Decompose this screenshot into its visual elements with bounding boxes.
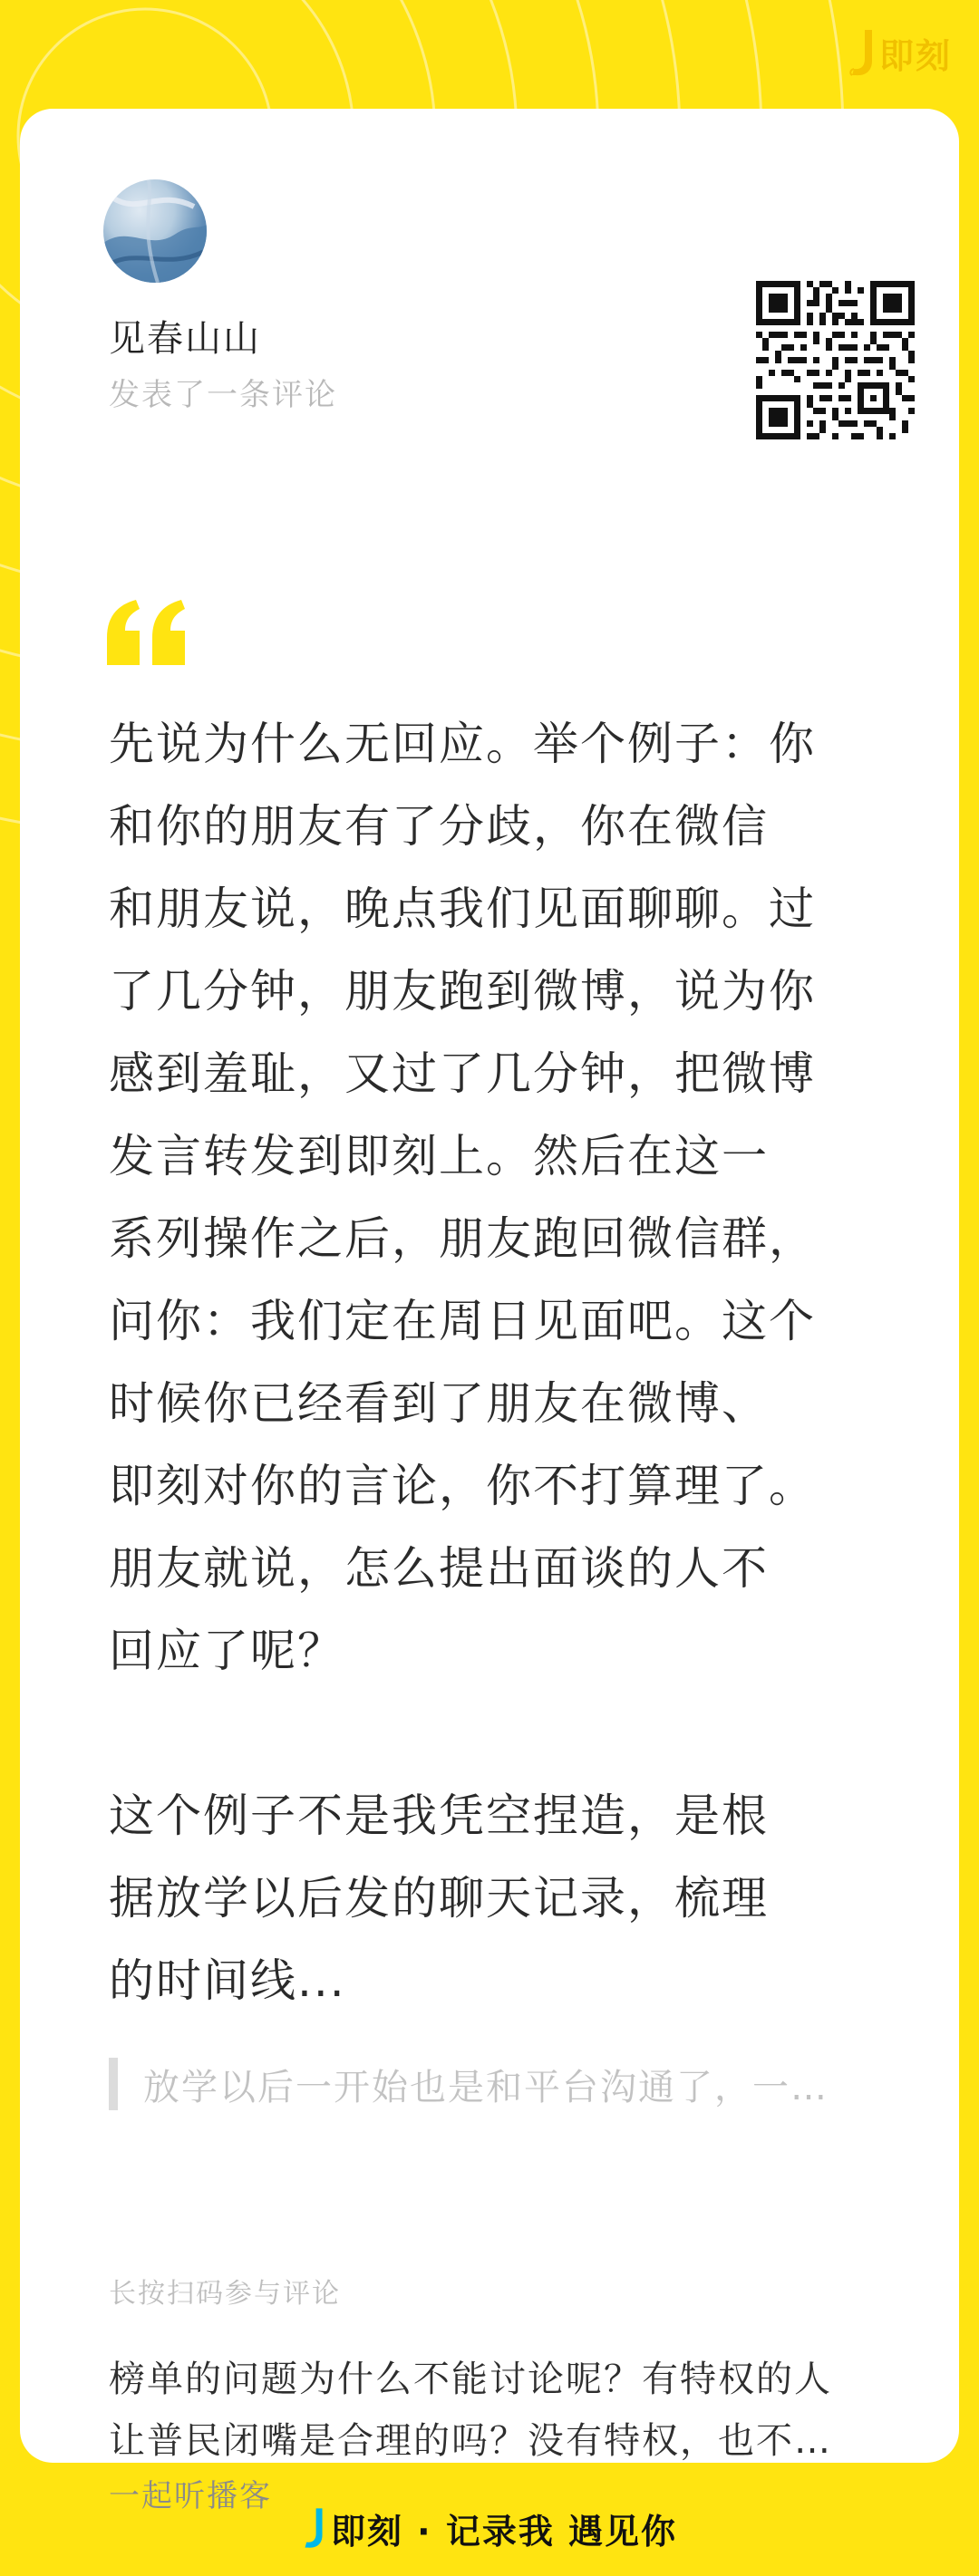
footer: [0, 2483, 979, 2573]
comment-line: 的时间线...: [109, 1954, 346, 2007]
comment-card: [20, 109, 959, 2514]
avatar-image: [103, 179, 207, 283]
comment-body: [109, 703, 906, 2022]
quote-mark-icon: [103, 598, 190, 667]
comment-line: 回应了呢？: [109, 1625, 344, 1677]
comment-line: 时候你已经看到了朋友在微博、: [109, 1377, 769, 1430]
jike-j-icon: [302, 2505, 325, 2551]
comment-line: 问你：我们定在周日见面吧。这个: [109, 1295, 816, 1347]
brand-name: 即刻: [878, 35, 952, 76]
topic-title[interactable]: [109, 2349, 906, 2472]
comment-line: 先说为什么无回应。举个例子：你: [109, 718, 816, 770]
reply-quote[interactable]: [109, 2057, 906, 2111]
footer-slogan: 即刻 · 记录我 遇见你: [330, 2511, 678, 2552]
comment-line: 和你的朋友有了分歧，你在微信: [109, 800, 769, 853]
comment-line: 了几分钟，朋友跑到微博，说为你: [109, 965, 816, 1018]
brand-logo-top: [848, 25, 952, 80]
scan-hint: 长按扫码参与评论: [109, 2278, 341, 2310]
comment-line: 据放学以后发的聊天记录，梳理: [109, 1872, 769, 1925]
author-avatar[interactable]: [100, 176, 210, 286]
comment-line: 感到羞耻，又过了几分钟，把微博: [109, 1047, 816, 1100]
reply-quote-text: 放学以后一开始也是和平台沟通了，一…: [143, 2066, 829, 2108]
topic-title-line: 让普民闭嘴是合理的吗？没有特权，也不…: [109, 2420, 832, 2462]
quote-bar: [109, 2058, 118, 2110]
author-name[interactable]: 见春山山: [109, 318, 261, 360]
qr-code-icon[interactable]: [756, 281, 915, 439]
topic-source[interactable]: 一起听播客: [109, 2478, 272, 2514]
topic-title-line: 榜单的问题为什么不能讨论呢？有特权的人: [109, 2359, 832, 2400]
comment-line: 这个例子不是我凭空捏造，是根: [109, 1790, 769, 1842]
jike-j-icon: [848, 28, 876, 77]
comment-line: 即刻对你的言论，你不打算理了。: [109, 1460, 816, 1512]
comment-line: 系列操作之后，朋友跑回微信群，: [109, 1212, 816, 1265]
author-action: 发表了一条评论: [109, 377, 337, 413]
comment-line: 和朋友说，晚点我们见面聊聊。过: [109, 883, 816, 935]
paragraph-gap: [109, 1693, 906, 1775]
comment-line: 发言转发到即刻上。然后在这一: [109, 1130, 769, 1182]
comment-line: 朋友就说，怎么提出面谈的人不: [109, 1542, 769, 1595]
